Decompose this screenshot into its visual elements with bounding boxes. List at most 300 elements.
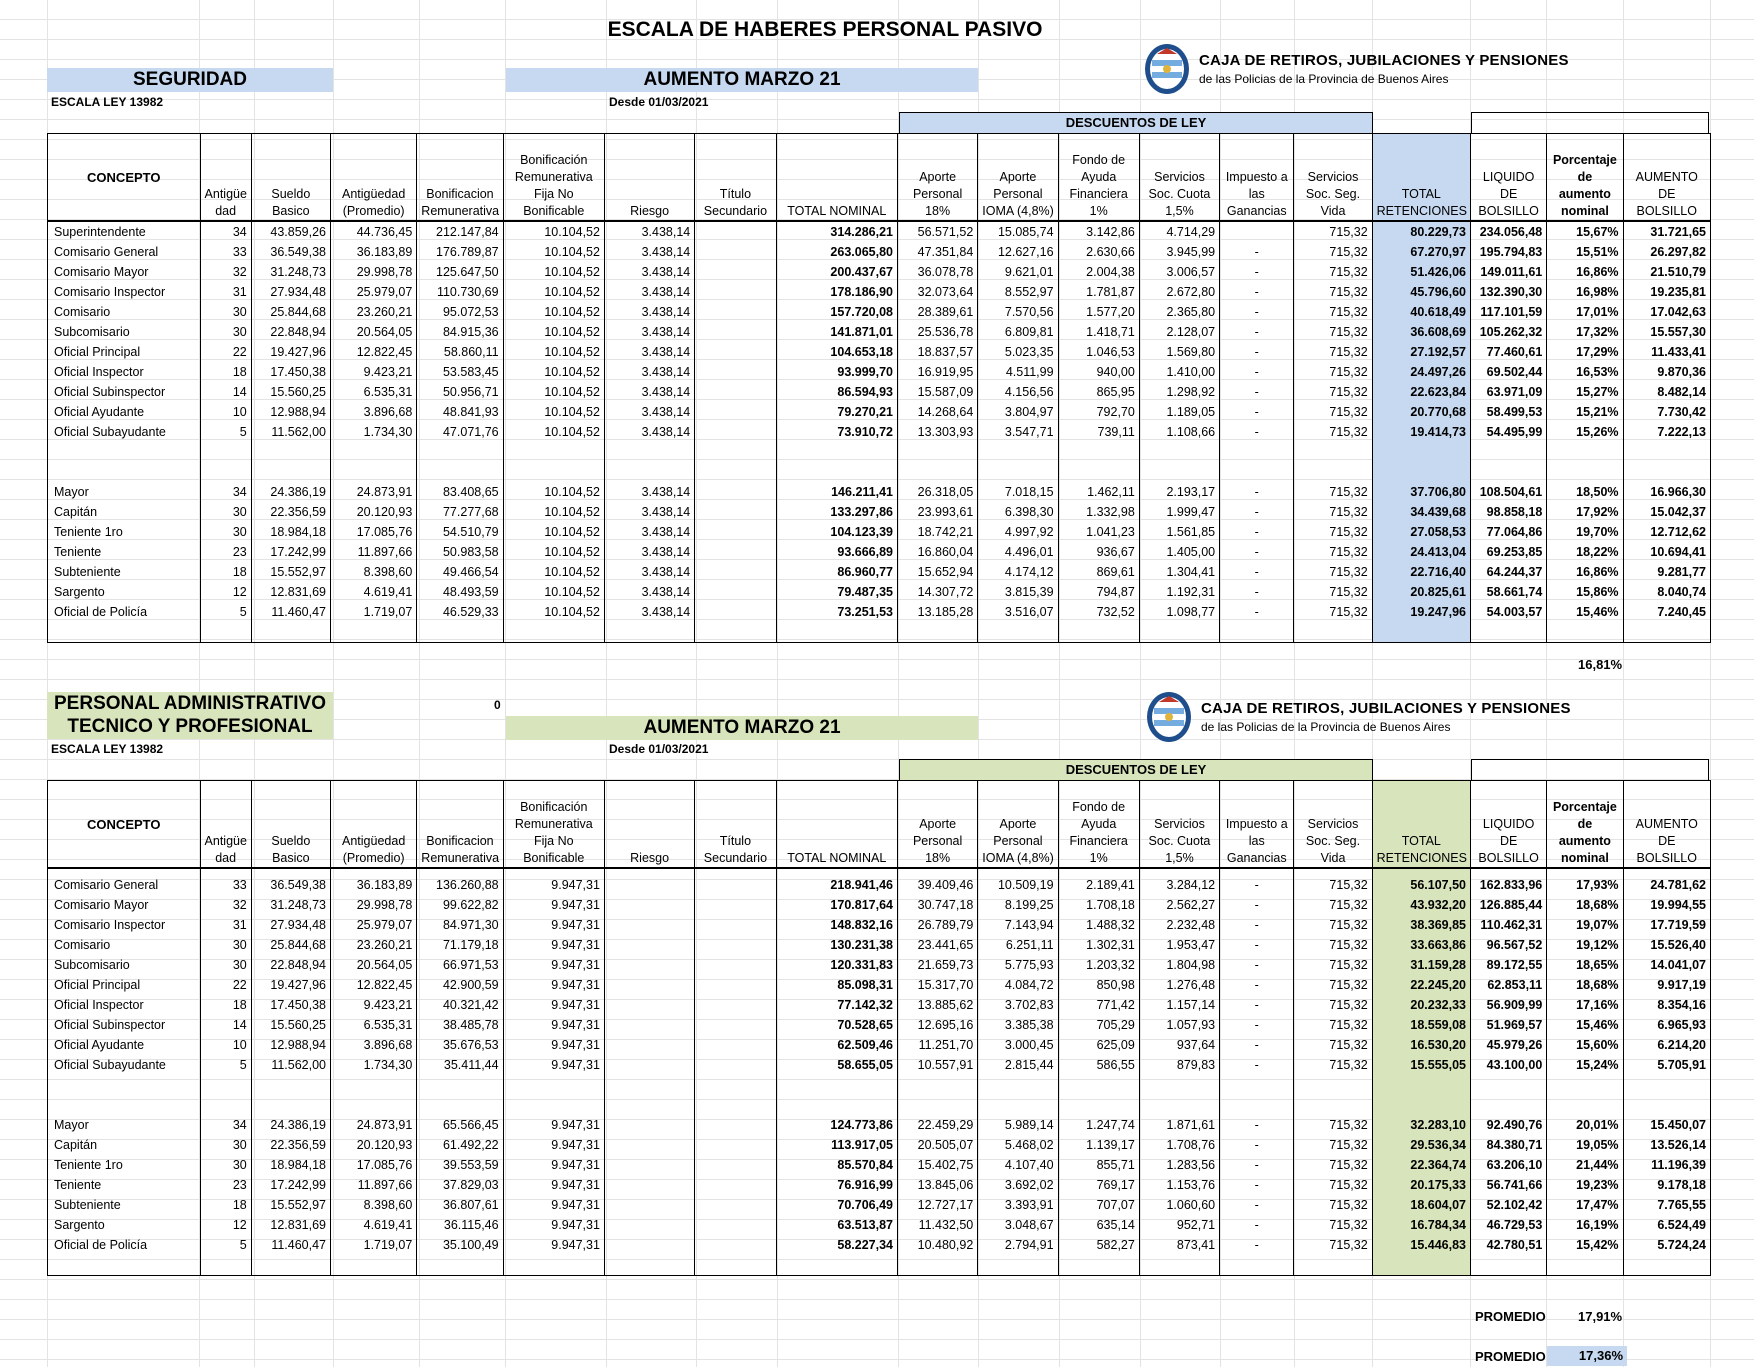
blank-cell (503, 1255, 604, 1276)
cell: 34.439,68 (1372, 502, 1470, 522)
cell: 110.462,31 (1471, 915, 1547, 935)
cell: 1.057,93 (1139, 1015, 1219, 1035)
cell: 125.647,50 (417, 262, 503, 282)
cell: 63.971,09 (1471, 382, 1547, 402)
cell: 10.104,52 (503, 562, 604, 582)
cell: 26.789,79 (897, 915, 977, 935)
blank-cell (1220, 442, 1294, 462)
blank-cell (1058, 622, 1139, 643)
header-bonif-fija-line: Bonificable (523, 851, 585, 865)
cell: 705,29 (1058, 1015, 1139, 1035)
blank-cell (1372, 622, 1470, 643)
blank-cell (1372, 1255, 1470, 1276)
seguridad-table (47, 133, 1711, 643)
cell: 8.199,25 (978, 895, 1058, 915)
cell: 1.999,47 (1139, 502, 1219, 522)
cell: 30 (200, 1135, 251, 1155)
cell: 195.794,83 (1471, 242, 1547, 262)
cell: 17.450,38 (251, 995, 330, 1015)
cell: 15.402,75 (897, 1155, 977, 1175)
cell: 23.260,21 (331, 935, 417, 955)
cell: 9.947,31 (503, 875, 604, 895)
cell: 715,32 (1294, 542, 1372, 562)
cell: 792,70 (1058, 402, 1139, 422)
cell: 24.413,04 (1372, 542, 1470, 562)
cell: 53.583,45 (417, 362, 503, 382)
header-aumento (1623, 781, 1710, 869)
cell: 1.781,87 (1058, 282, 1139, 302)
cell: 21,44% (1547, 1155, 1623, 1175)
cell: 12.831,69 (251, 1215, 330, 1235)
cell (695, 1135, 776, 1155)
cell: 31 (200, 282, 251, 302)
cell: 62.509,46 (776, 1035, 897, 1055)
blank-cell (1471, 868, 1547, 875)
cell: 1.719,07 (331, 1235, 417, 1255)
blank-cell (48, 1095, 201, 1115)
blank-cell (331, 1255, 417, 1276)
cell: 45.796,60 (1372, 282, 1470, 302)
blank-cell (1294, 462, 1372, 482)
cell: 8.398,60 (331, 1195, 417, 1215)
row-concepto: Teniente (48, 542, 201, 562)
cell: 99.622,82 (417, 895, 503, 915)
header-concepto (48, 134, 201, 222)
cell (604, 1175, 694, 1195)
cell: - (1220, 1215, 1294, 1235)
header-fondo-line: 1% (1089, 851, 1108, 865)
cell: 9.947,31 (503, 1055, 604, 1075)
cell: 178.186,90 (776, 282, 897, 302)
cell: 130.231,38 (776, 935, 897, 955)
header-bonif-fija (503, 781, 604, 869)
cell: 3.438,14 (604, 482, 694, 502)
cell: 37.706,80 (1372, 482, 1470, 502)
blank-cell (417, 1095, 503, 1115)
cell: 3.438,14 (604, 522, 694, 542)
blank-cell (776, 1075, 897, 1095)
blank-cell (1220, 462, 1294, 482)
cell: 3.000,45 (978, 1035, 1058, 1055)
cell: 10.104,52 (503, 362, 604, 382)
cell: 1.153,76 (1139, 1175, 1219, 1195)
cell (695, 562, 776, 582)
cell: 64.244,37 (1471, 562, 1547, 582)
cell: 105.262,32 (1471, 322, 1547, 342)
blank-cell (1471, 1255, 1547, 1276)
header-riesgo-line: Riesgo (630, 851, 670, 865)
blank-cell (1058, 1255, 1139, 1276)
cell: 20.175,33 (1372, 1175, 1470, 1195)
blank-cell (251, 442, 330, 462)
blank-row (48, 1255, 1711, 1276)
cell (695, 362, 776, 382)
cell: 3.702,83 (978, 995, 1058, 1015)
cell: 30 (200, 955, 251, 975)
cell: 31.248,73 (251, 895, 330, 915)
row-concepto: Oficial Principal (48, 975, 201, 995)
blank-cell (1547, 868, 1623, 875)
header-bonif-fija-line: Remunerativa (514, 170, 593, 184)
cell: 3.438,14 (604, 221, 694, 242)
cell: 9.947,31 (503, 935, 604, 955)
header-aporte-line: 18% (925, 204, 951, 218)
cell (695, 582, 776, 602)
header-concepto-line: CONCEPTO (87, 169, 161, 185)
cell: 11.433,41 (1623, 342, 1710, 362)
cell: 22.623,84 (1372, 382, 1470, 402)
header-total-nominal (776, 781, 897, 869)
header-bonif-fija-line: Fija No (533, 834, 574, 848)
cell: 25.844,68 (251, 302, 330, 322)
cell: 22.364,74 (1372, 1155, 1470, 1175)
cell: 18.742,21 (897, 522, 977, 542)
cell: - (1220, 875, 1294, 895)
cell: 2.562,27 (1139, 895, 1219, 915)
cell (695, 1195, 776, 1215)
cell: 1.247,74 (1058, 1115, 1139, 1135)
cell: 1.041,23 (1058, 522, 1139, 542)
cell: 715,32 (1294, 975, 1372, 995)
blank-cell (1294, 1075, 1372, 1095)
cell: 9.947,31 (503, 1235, 604, 1255)
table-row (48, 1155, 1711, 1175)
cell: 715,32 (1294, 221, 1372, 242)
table-row (48, 502, 1711, 522)
blank-cell (200, 462, 251, 482)
cell: 10.694,41 (1623, 542, 1710, 562)
blank-cell (1220, 1075, 1294, 1095)
table-row (48, 522, 1711, 542)
cell: 69.502,44 (1471, 362, 1547, 382)
header-porcentaje (1547, 781, 1623, 869)
cell: 10.104,52 (503, 302, 604, 322)
header-aporte-line: Aporte (919, 170, 957, 184)
cell: 48.493,59 (417, 582, 503, 602)
cell: 9.947,31 (503, 1195, 604, 1215)
cell: 29.998,78 (331, 895, 417, 915)
table-row (48, 402, 1711, 422)
cell: 314.286,21 (776, 221, 897, 242)
header-liquido-line: BOLSILLO (1478, 204, 1539, 218)
header-titulo (695, 781, 776, 869)
cell: 12.695,16 (897, 1015, 977, 1035)
cell: 715,32 (1294, 1115, 1372, 1135)
cell: 24.873,91 (331, 1115, 417, 1135)
cell: 15,46% (1547, 602, 1623, 622)
cell: 4.107,40 (978, 1155, 1058, 1175)
header-bonif-rem-line: Bonificacion (426, 834, 494, 848)
cell: 18 (200, 1195, 251, 1215)
cell: 739,11 (1058, 422, 1139, 442)
cell: 31 (200, 915, 251, 935)
cell: - (1220, 502, 1294, 522)
cell (604, 875, 694, 895)
cell: 715,32 (1294, 1035, 1372, 1055)
cell (695, 975, 776, 995)
table-row (48, 1215, 1711, 1235)
blank-cell (604, 1255, 694, 1276)
band-admin-line1: PERSONAL ADMINISTRATIVO (54, 693, 326, 714)
header-ioma-line: Aporte (999, 170, 1037, 184)
cell: 15.652,94 (897, 562, 977, 582)
table-row (48, 895, 1711, 915)
header-fondo (1058, 134, 1139, 222)
cell: 23.441,65 (897, 935, 977, 955)
table-row (48, 1135, 1711, 1155)
cell: 32 (200, 895, 251, 915)
header-fondo-line: Financiera (1069, 187, 1128, 201)
cell: 715,32 (1294, 915, 1372, 935)
cell: 40.618,49 (1372, 302, 1470, 322)
cell: 3.142,86 (1058, 221, 1139, 242)
cell: 15,27% (1547, 382, 1623, 402)
row-concepto: Comisario General (48, 875, 201, 895)
cell: 6.965,93 (1623, 1015, 1710, 1035)
cell (604, 1155, 694, 1175)
header-antiguedad-anios-line: Antigüe (204, 187, 247, 201)
blank-cell (1294, 1255, 1372, 1276)
cell: - (1220, 522, 1294, 542)
header-liquido-line: DE (1499, 834, 1518, 848)
cell: 15,86% (1547, 582, 1623, 602)
table-row (48, 302, 1711, 322)
cell: 44.736,45 (331, 221, 417, 242)
cell: - (1220, 302, 1294, 322)
cell: 3.048,67 (978, 1215, 1058, 1235)
blank-cell (417, 442, 503, 462)
cell: 9.947,31 (503, 1035, 604, 1055)
cell: 39.409,46 (897, 875, 977, 895)
cell: 18,68% (1547, 975, 1623, 995)
cell (695, 915, 776, 935)
cell: 15.042,37 (1623, 502, 1710, 522)
cell: 15,24% (1547, 1055, 1623, 1075)
cell: 16.784,34 (1372, 1215, 1470, 1235)
promedio-label-1: PROMEDIO (1475, 1309, 1546, 1324)
cell: 11.897,66 (331, 542, 417, 562)
blank-cell (503, 868, 604, 875)
row-concepto: Comisario Inspector (48, 282, 201, 302)
row-concepto: Oficial Subayudante (48, 422, 201, 442)
blank-cell (978, 1095, 1058, 1115)
table-row (48, 342, 1711, 362)
blank-cell (604, 462, 694, 482)
header-servicios-line: Servicios (1154, 817, 1205, 831)
blank-cell (251, 1095, 330, 1115)
cell: 7.570,56 (978, 302, 1058, 322)
cell: 10.104,52 (503, 582, 604, 602)
cell: 15.557,30 (1623, 322, 1710, 342)
cell: 5 (200, 422, 251, 442)
blank-cell (978, 462, 1058, 482)
cell: 28.389,61 (897, 302, 977, 322)
cell: 15,60% (1547, 1035, 1623, 1055)
cell: 3.438,14 (604, 342, 694, 362)
header-servicios-line: Servicios (1154, 170, 1205, 184)
row-concepto: Comisario Mayor (48, 895, 201, 915)
cell: 234.056,48 (1471, 221, 1547, 242)
cell: 27.058,53 (1372, 522, 1470, 542)
cell: 11.897,66 (331, 1175, 417, 1195)
cell: 10.104,52 (503, 402, 604, 422)
cell: 141.871,01 (776, 322, 897, 342)
cell: 10.104,52 (503, 221, 604, 242)
table-row (48, 582, 1711, 602)
cell (604, 975, 694, 995)
desde-label-2: Desde 01/03/2021 (609, 742, 709, 756)
cell: 1.577,20 (1058, 302, 1139, 322)
cell: - (1220, 482, 1294, 502)
header-antiguedad-anios-line: Antigüe (204, 834, 247, 848)
cell: 16.919,95 (897, 362, 977, 382)
blank-cell (1139, 442, 1219, 462)
blank-row (48, 1095, 1711, 1115)
cell: 715,32 (1294, 502, 1372, 522)
cell: 62.853,11 (1471, 975, 1547, 995)
cell: 10.104,52 (503, 382, 604, 402)
blank-cell (331, 622, 417, 643)
table-row (48, 221, 1711, 242)
header-bonif-fija-line: Fija No (533, 187, 574, 201)
table-row (48, 1055, 1711, 1075)
blank-cell (978, 622, 1058, 643)
cell: 9.947,31 (503, 1175, 604, 1195)
cell: 3.945,99 (1139, 242, 1219, 262)
cell: - (1220, 342, 1294, 362)
cell (695, 995, 776, 1015)
cell: 19,70% (1547, 522, 1623, 542)
cell: 96.567,52 (1471, 935, 1547, 955)
row-concepto: Oficial de Policía (48, 602, 201, 622)
cell: 25.844,68 (251, 935, 330, 955)
blank-cell (48, 622, 201, 643)
blank-cell (48, 442, 201, 462)
header-sueldo-line: Basico (272, 204, 310, 218)
cell: 30 (200, 502, 251, 522)
cell: 19,23% (1547, 1175, 1623, 1195)
cell: 58.860,11 (417, 342, 503, 362)
cell: 3.516,07 (978, 602, 1058, 622)
logo-title: CAJA DE RETIROS, JUBILACIONES Y PENSIONES (1199, 52, 1569, 69)
cell: 24.386,19 (251, 482, 330, 502)
table-row (48, 995, 1711, 1015)
cell: 2.189,41 (1058, 875, 1139, 895)
cell: 21.510,79 (1623, 262, 1710, 282)
header-fondo-line: 1% (1089, 204, 1108, 218)
header-seguro-line: Soc. Seg. (1305, 187, 1361, 201)
cell: 15.085,74 (978, 221, 1058, 242)
cell: 43.100,00 (1471, 1055, 1547, 1075)
blank-cell (503, 1095, 604, 1115)
cell: 17,32% (1547, 322, 1623, 342)
header-bonif-fija-line: Bonificación (520, 800, 588, 814)
blank-cell (978, 1255, 1058, 1276)
cell: 20.564,05 (331, 322, 417, 342)
cell: 63.206,10 (1471, 1155, 1547, 1175)
cell: 79.487,35 (776, 582, 897, 602)
header-aumento (1623, 134, 1710, 222)
cell: 715,32 (1294, 1055, 1372, 1075)
cell: - (1220, 1135, 1294, 1155)
row-concepto: Mayor (48, 1115, 201, 1135)
cell: 40.321,42 (417, 995, 503, 1015)
cell (695, 1015, 776, 1035)
cell: 25.979,07 (331, 282, 417, 302)
table-row (48, 1235, 1711, 1255)
blank-cell (978, 868, 1058, 875)
cell: 45.979,26 (1471, 1035, 1547, 1055)
cell: 2.232,48 (1139, 915, 1219, 935)
cell: 32.073,64 (897, 282, 977, 302)
cell: 715,32 (1294, 995, 1372, 1015)
blank-cell (417, 1255, 503, 1276)
cell: 85.098,31 (776, 975, 897, 995)
row-concepto: Oficial Ayudante (48, 402, 201, 422)
header-sueldo-line: Basico (272, 851, 310, 865)
cell: 17.242,99 (251, 1175, 330, 1195)
cell (604, 1035, 694, 1055)
table-row (48, 482, 1711, 502)
header-porcentaje-line: aumento (1558, 834, 1611, 848)
header-aumento-line: DE (1658, 834, 1676, 848)
header-bonif-fija-line: Remunerativa (514, 817, 593, 831)
cell: 1.708,18 (1058, 895, 1139, 915)
cell: 70.706,49 (776, 1195, 897, 1215)
cell: 36.183,89 (331, 242, 417, 262)
cell: 27.934,48 (251, 915, 330, 935)
cell: - (1220, 282, 1294, 302)
escala-label-2: ESCALA LEY 13982 (51, 742, 164, 756)
cell: 50.983,58 (417, 542, 503, 562)
row-concepto: Oficial Inspector (48, 362, 201, 382)
table-row (48, 975, 1711, 995)
cell: - (1220, 422, 1294, 442)
cell: 5.705,91 (1623, 1055, 1710, 1075)
cell: 18,68% (1547, 895, 1623, 915)
header-aporte (897, 134, 977, 222)
cell: - (1220, 1035, 1294, 1055)
cell: 19.247,96 (1372, 602, 1470, 622)
cell: 16.860,04 (897, 542, 977, 562)
cell (695, 1035, 776, 1055)
cell: 17.242,99 (251, 542, 330, 562)
row-concepto: Superintendente (48, 221, 201, 242)
band-admin-line2: TECNICO Y PROFESIONAL (67, 716, 313, 737)
cell: 126.885,44 (1471, 895, 1547, 915)
cell: 952,71 (1139, 1215, 1219, 1235)
cell: 30 (200, 1155, 251, 1175)
header-porcentaje-line: Porcentaje (1552, 800, 1617, 814)
cell (695, 875, 776, 895)
cell: 5.775,93 (978, 955, 1058, 975)
cell: 17.450,38 (251, 362, 330, 382)
header-servicios-line: 1,5% (1165, 204, 1194, 218)
cell (604, 995, 694, 1015)
cell: 1.139,17 (1058, 1135, 1139, 1155)
header-servicios (1139, 781, 1219, 869)
blank-cell (1471, 1075, 1547, 1095)
blank-cell (1294, 622, 1372, 643)
cell: 10.104,52 (503, 262, 604, 282)
blank-cell (1372, 462, 1470, 482)
table-row (48, 382, 1711, 402)
cell: 8.354,16 (1623, 995, 1710, 1015)
header-fondo (1058, 781, 1139, 869)
header-impuesto-line: Impuesto a (1225, 817, 1288, 831)
blank-cell (1547, 1255, 1623, 1276)
cell: 2.004,38 (1058, 262, 1139, 282)
